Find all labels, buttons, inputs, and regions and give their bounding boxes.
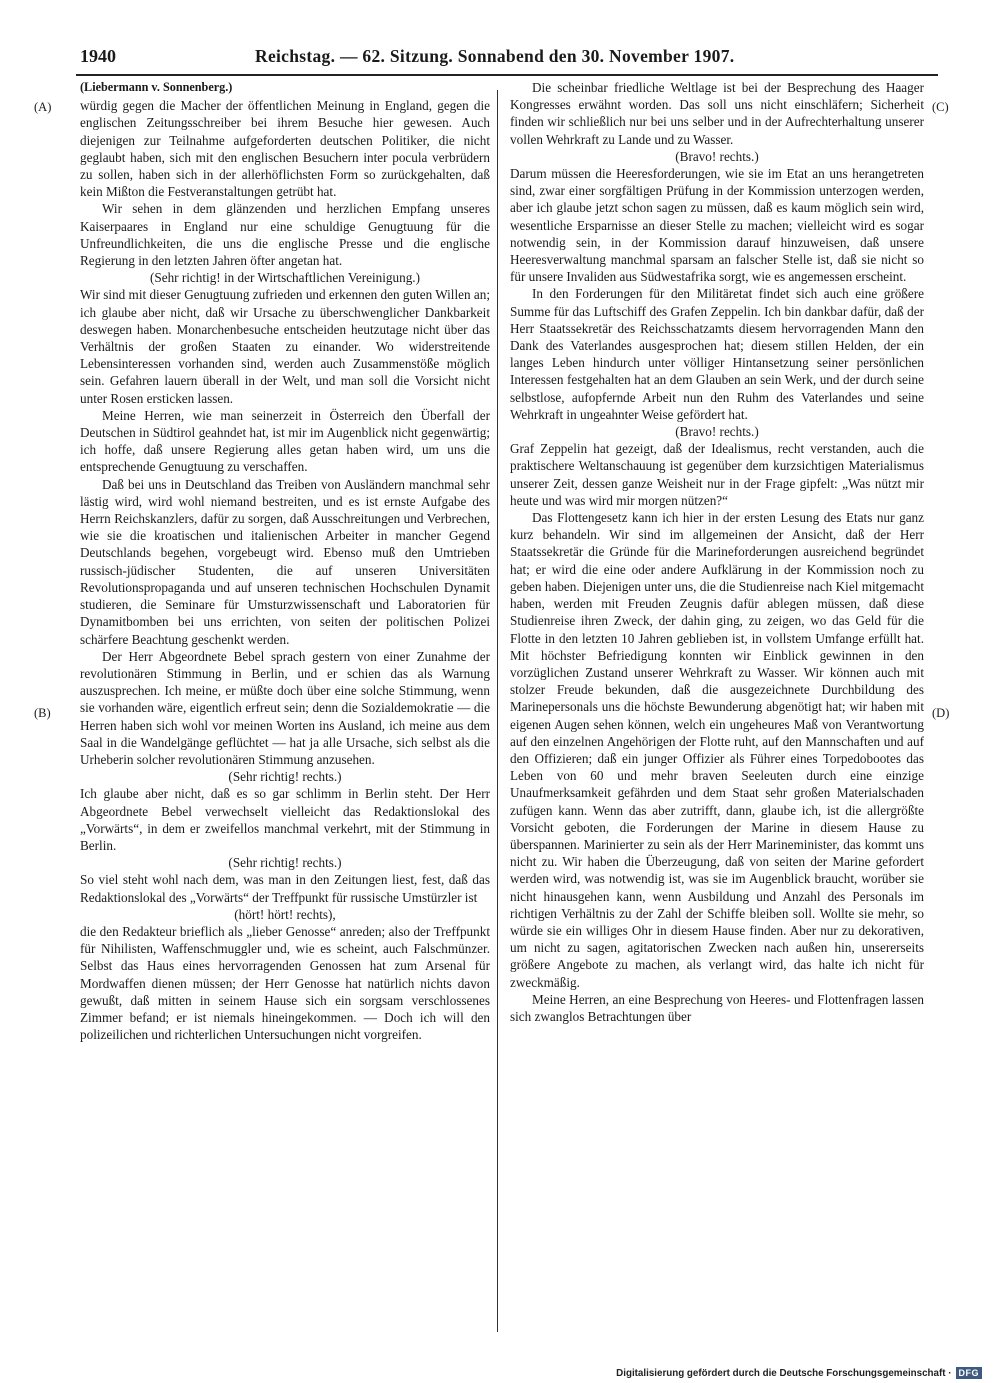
interjection: (Sehr richtig! rechts.) [228, 769, 342, 785]
interjection: (hört! hört! rechts), [234, 906, 336, 922]
paragraph: Daß bei uns in Deutschland das Treiben von Ausländern manchmal sehr lästig wird, wird wohl niemand bestreiten, und es ist ernste Aufgabe des Herrn Reichskanzlers, dafür zu sorgen, daß Ausschreitungen und Verbrechen, wie sie die kroatischen und italienischen Arbeiter in mancher Gegend Deutschlands begehen, vorgebeugt wird. Ebenso muß den Umtrieben russisch-jüdischer Studenten, die auf unseren Universitäten Revolutionspropaganda und auf unseren technischen Hochschulen Dynamit studieren, die Seminare für Umsturzwissenschaft und Laboratorien für Dynamitbomben bei uns errichten, von seiten der politischen Polizei schärfere Beachtung geschenkt werden. [80, 476, 490, 647]
dfg-logo: DFG [956, 1367, 983, 1379]
paragraph: Die scheinbar friedliche Weltlage ist bei der Besprechung des Haager Kongresses erwähnt worden. Das soll uns nicht einschläfern; Sicherheit finden wir schließlich nur bei uns selber und in der Aufrechterhaltung unserer vollen Wehrkraft zu Lande und zu Wasser. [510, 80, 924, 147]
paragraph: Darum müssen die Heeresforderungen, wie sie im Etat an uns herangetreten sind, zwar einer sorgfältigen Prüfung in der Kommission unterzogen werden, aber ich glaube jetzt schon sagen zu müssen, daß es kaum möglich sein wird, wesentliche Ersparnisse an dieser Stelle zu machen; vielleicht wird es sogar notwendig sein, in der Kommission darauf hinzuweisen, daß unsere Heeresverwaltung manchmal sparsam an falscher Stelle ist, daß sie nicht so für unsere Invaliden aus Südwestafrika sorgt, wie es angemessen erscheint. [510, 166, 924, 285]
page-header [80, 38, 938, 76]
paragraph: Ich glaube aber nicht, daß es so gar schlimm in Berlin steht. Der Herr Abgeordnete Bebel verwechselt vielleicht das Redaktionslokal des „Vorwärts“, in dem er zweifellos manchmal verkehrt, mit der Stimmung in Berlin. [80, 786, 490, 853]
interjection: (Sehr richtig! in der Wirtschaftlichen Vereinigung.) [150, 270, 420, 286]
paragraph: würdig gegen die Macher der öffentlichen Meinung in England, gegen die englischen Zeitungsschreiber bei ihrem Besuche hier gewesen. Auch diejenigen zur Teilnahme aufgeforderten deutschen Politiker, die nicht geglaubt haben, sich mit den englischen Besuchern inter pocula verbrüdern zu sollen, haben sich in der allerhöflichsten Form so zurückgehalten, daß kein Mißton die Festveranstaltungen getrübt hat. [80, 98, 490, 200]
paragraph: Der Herr Abgeordnete Bebel sprach gestern von einer Zunahme der revolutionären Stimmung in Berlin, und er schien das als Warnung auszusprechen. Ich meine, er müßte doch über eine solche Stimmung, wenn sie vorhanden wäre, eigentlich erfreut sein; denn die Sozialdemokratie — die Herren haben sich wohl vor meinen Worten ins Ausland, ich meine aus dem Saal in die Wandelgänge geflüchtet — hat ja alle Ursache, sich selbst als die Urheberin solcher revolutionären Stimmung anzusehen. [80, 648, 490, 767]
column-divider [497, 90, 498, 1332]
interjection: (Bravo! rechts.) [675, 148, 759, 164]
margin-marker-c: (C) [932, 100, 949, 114]
page-number: 1940 [80, 46, 116, 66]
margin-marker-a: (A) [34, 100, 52, 114]
margin-marker-b: (B) [34, 706, 51, 720]
footer-credit [616, 1367, 982, 1379]
speaker-name: (Liebermann v. Sonnenberg.) [80, 80, 233, 94]
paragraph: Meine Herren, an eine Besprechung von Heeres- und Flottenfragen lassen sich zwanglos Betrachtungen über [510, 991, 924, 1024]
running-head: Reichstag. — 62. Sitzung. Sonnabend den 30. November 1907. [255, 46, 735, 66]
paragraph: Meine Herren, wie man seinerzeit in Österreich den Überfall der Deutschen in Südtirol geahndet hat, ist mir im Augenblick nicht gegenwärtig; ich hoffe, daß unsere Regierung alles getan haben wird, um uns die entsprechende Genugtuung zu verschaffen. [80, 407, 490, 475]
margin-marker-d: (D) [932, 706, 950, 720]
left-column [80, 79, 490, 1043]
paragraph: Graf Zeppelin hat gezeigt, daß der Idealismus, recht verstanden, auch die praktischere Weltanschauung ist gegenüber dem kurzsichtigen Materialismus unserer Zeit, dessen ganze Weisheit nur in der Frage gipfelt: „Was nützt mir heute und was wird mir morgen nützen?“ [510, 441, 924, 508]
paragraph: Das Flottengesetz kann ich hier in der ersten Lesung des Etats nur ganz kurz behandeln. Wir sind im allgemeinen der Ansicht, daß der Herr Staatssekretär die Gründe für die Marineforderungen ausreichend begründet hat; er wird die eine oder andere Aufklärung in der Kommission noch zu geben haben. Diejenigen unter uns, die die Studienreise nach Kiel mitgemacht haben, werden mit Freuden Zeugnis dafür ablegen müssen, daß diese Studienreise ihren Zweck, der dahin ging, zu zeigen, wo das Geld für die Flotte in den letzten 10 Jahren geblieben ist, in vollstem Umfange erfüllt hat. Mit höchster Befriedigung konnten wir Einblick gewinnen in den vorzüglichen Zustand unserer Wehrkraft zu Wasser. Wir können auch mit stolzer Freude bekunden, daß die ausgezeichnete Durchbildung des Marinepersonals uns die höchste Bewunderung abgenötigt hat; wir haben mit eigenen Augen sehen können, welch ein ungeheures Maß von Verantwortung auf den einzelnen Angehörigen der Flotte ruht, auf den Mannschaften und auf den Offizieren; daß ein junger Offizier als Führer eines Torpedobootes das Leben von 60 und mehr braven Seeleuten durch eine einzige Unaufmerksamkeit gefährden und dem Staat sehr großen Materialschaden zufügen kann. Wenn das aber zutrifft, dann, glaube ich, ist die allergrößte Vorsicht geboten, die Forderungen der Marine in diesem Hause zu überspannen. Marinierter zu sein als der Herr Marineminister, das kommt uns nicht zu. Wir haben die Überzeugung, daß von seiten der Marine gefordert werden wird, was notwendig ist, was sie im Augenblick braucht, worüber sie nicht hinausgehen kann, wenn Ausbildung und Anzahl des Personals im richtigen Verhältnis zu der Zahl der Schiffe bleiben soll. Wollte sie mehr, so würde sie ein williges Ohr in diesem Hause finden. Aber nur zu dekorativen, um nicht zu sagen, agitatorischen Zwecken nach außen hin, unsererseits größere Angebote zu machen, als verlangt wird, das halte ich nicht für zweckmäßig. [510, 510, 924, 990]
paragraph: Wir sehen in dem glänzenden und herzlichen Empfang unseres Kaiserpaares in England nur eine schuldige Genugtuung für die Unfreundlichkeiten, die uns die englische Presse und die englische Regierung in den letzten Jahren öfter angetan hat. [80, 201, 490, 269]
interjection: (Sehr richtig! rechts.) [228, 855, 342, 871]
paragraph: Wir sind mit dieser Genugtuung zufrieden und erkennen den guten Willen an; ich glaube aber nicht, daß wir Ursache zu überschwenglicher Dankbarkeit deswegen haben. Monarchenbesuche entscheiden heutzutage nicht über das Verhältnis der großen Staaten zu einander. Wo widerstreitende Lebensinteressen vorhanden sind, werden auch Zusammenstöße möglich sein. Gefahren lauern überall in der Welt, und man soll die Vorsicht nicht unter Rosen ersticken lassen. [80, 287, 490, 406]
header-rule [76, 74, 938, 76]
right-column [510, 79, 924, 1025]
paragraph: So viel steht wohl nach dem, was man in den Zeitungen liest, fest, daß das Redaktionslokal des „Vorwärts“ der Treffpunkt für russische Umstürzler ist [80, 872, 490, 905]
paragraph: die den Redakteur brieflich als „lieber Genosse“ anreden; also der Treffpunkt für Nihilisten, Waffenschmuggler und, wie es scheint, auch Falschmünzer. Selbst das Haus eines hervorragenden Genossen hat zum Arsenal für Mordwaffen dienen müssen; der Herr Genosse hat natürlich nichts davon gewußt, daß mitten in seinem Hause sich ein sorgsam verschlossenes Zimmer befand; er ist niemals hineingekommen. — Doch ich will den polizeilichen und richterlichen Untersuchungen nicht vorgreifen. [80, 923, 490, 1043]
paragraph: In den Forderungen für den Militäretat findet sich auch eine größere Summe für das Luftschiff des Grafen Zeppelin. Ich bin dankbar dafür, daß der Herr Staatssekretär des Reichsschatzamts diesem hervorragenden Mann den Dank des Vaterlandes ausgesprochen hat; diesem stillen Helden, der ein langes Leben hindurch unter völliger Hintansetzung seiner persönlichen Interessen festgehalten hat an dem Glauben an sein Werk, und der durch seine selbstlose, aufopfernde Arbeit nun den Ruhm des Vaterlandes und seine Wehrkraft in ungeahnter Weise gefördert hat. [510, 286, 924, 422]
footer-text: Digitalisierung gefördert durch die Deutsche Forschungsgemeinschaft · [616, 1367, 952, 1379]
interjection: (Bravo! rechts.) [675, 424, 759, 440]
